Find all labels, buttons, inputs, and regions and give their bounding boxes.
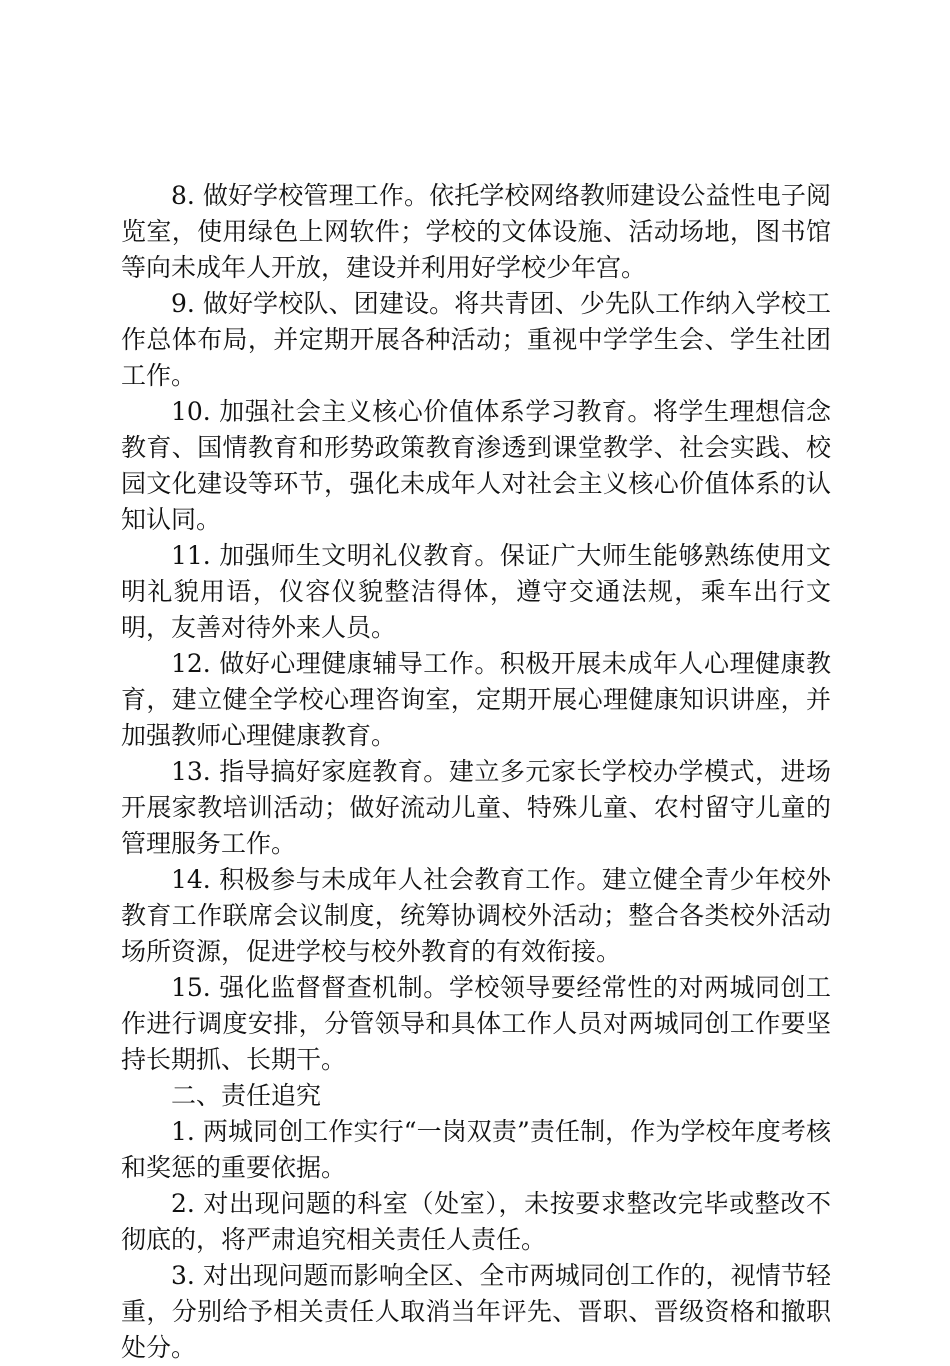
paragraph-item-11: 11. 加强师生文明礼仪教育。保证广大师生能够熟练使用文明礼貌用语，仪容仪貌整洁得体，遵守交通法规，乘车出行文明，友善对待外来人员。 (121, 541, 831, 642)
paragraph-item-15: 15. 强化监督督查机制。学校领导要经常性的对两城同创工作进行调度安排，分管领导和具体工作人员对两城同创工作要坚持长期抓、长期干。 (121, 973, 831, 1074)
paragraph-accountability-1: 1. 两城同创工作实行“一岗双责”责任制，作为学校年度考核和奖惩的重要依据。 (121, 1117, 831, 1182)
document-body (121, 178, 831, 1366)
paragraph-item-10: 10. 加强社会主义核心价值体系学习教育。将学生理想信念教育、国情教育和形势政策教育渗透到课堂教学、社会实践、校园文化建设等环节，强化未成年人对社会主义核心价值体系的认知认同。 (121, 397, 831, 534)
paragraph-item-14: 14. 积极参与未成年人社会教育工作。建立健全青少年校外教育工作联席会议制度，统筹协调校外活动；整合各类校外活动场所资源，促进学校与校外教育的有效衔接。 (121, 865, 831, 966)
paragraph-accountability-3: 3. 对出现问题而影响全区、全市两城同创工作的，视情节轻重，分别给予相关责任人取消当年评先、晋职、晋级资格和撤职处分。 (121, 1261, 831, 1362)
paragraph-item-8: 8. 做好学校管理工作。依托学校网络教师建设公益性电子阅览室，使用绿色上网软件；学校的文体设施、活动场地，图书馆等向未成年人开放，建设并利用好学校少年宫。 (121, 181, 831, 282)
paragraph-accountability-2: 2. 对出现问题的科室（处室），未按要求整改完毕或整改不彻底的，将严肃追究相关责任人责任。 (121, 1189, 831, 1254)
paragraph-item-9: 9. 做好学校队、团建设。将共青团、少先队工作纳入学校工作总体布局，并定期开展各种活动；重视中学学生会、学生社团工作。 (121, 289, 831, 390)
paragraph-item-13: 13. 指导搞好家庭教育。建立多元家长学校办学模式，进场开展家教培训活动；做好流动儿童、特殊儿童、农村留守儿童的管理服务工作。 (121, 757, 831, 858)
paragraph-item-12: 12. 做好心理健康辅导工作。积极开展未成年人心理健康教育，建立健全学校心理咨询室，定期开展心理健康知识讲座，并加强教师心理健康教育。 (121, 649, 831, 750)
section-heading-accountability: 二、责任追究 (171, 1081, 322, 1110)
